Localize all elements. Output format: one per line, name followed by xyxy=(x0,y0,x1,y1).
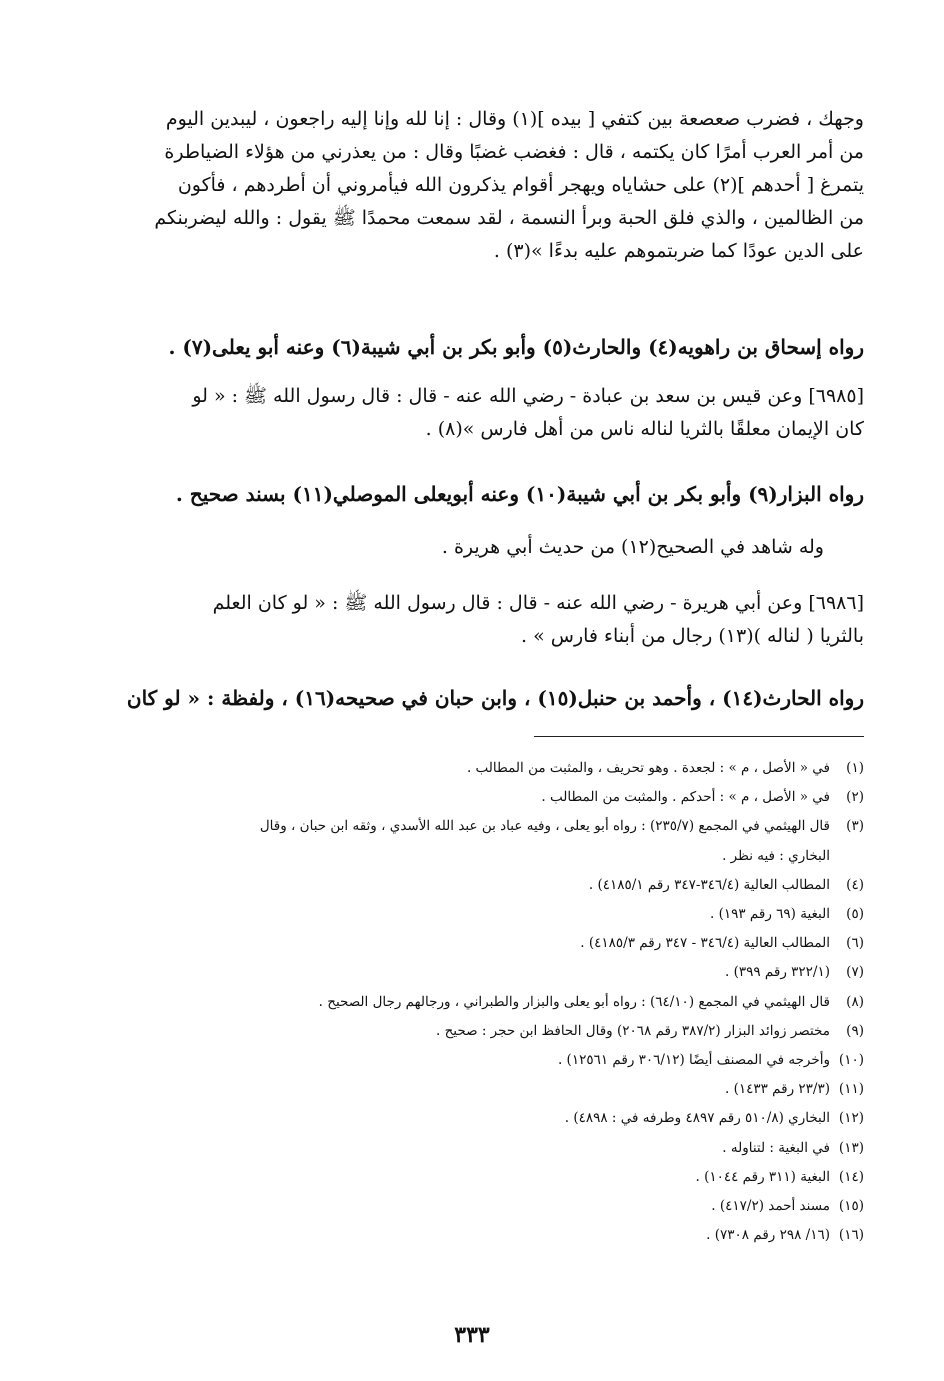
narration-source: رواه الحارث(١٤) ، وأحمد بن حنبل(١٥) ، وابن حبان في صحيحه(١٦) ، ولفظة : « لو كان xyxy=(126,686,864,710)
footnote-number: (١٥) xyxy=(838,1198,864,1215)
footnote-text: في « الأصل ، م » : لجعدة . وهو تحريف ، والمثبت من المطالب . xyxy=(466,760,830,776)
footnote-text: مسند أحمد (٤١٧/٢) . xyxy=(711,1198,830,1215)
supporting-note: وله شاهد في الصحيح(١٢) من حديث أبي هريرة . xyxy=(441,536,824,558)
footnote xyxy=(95,1134,864,1163)
footnote-text: (٢٣/٣ رقم ١٤٣٣) . xyxy=(724,1081,830,1098)
narration-source: رواه البزار(٩) وأبو بكر بن أبي شيبة(١٠) وعنه أبويعلى الموصلي(١١) بسند صحيح . xyxy=(175,482,864,506)
footnote xyxy=(95,783,864,812)
footnote-number: (١٠) xyxy=(838,1052,864,1069)
text-line: وجهك ، فضرب صعصعة بين كتفي [ بيده ](١) وقال : إنا لله وإنا إليه راجعون ، ليبدين اليوم xyxy=(165,108,864,130)
footnote xyxy=(95,1046,864,1075)
footnote-number: (١٢) xyxy=(838,1110,864,1127)
footnote-number: (١١) xyxy=(838,1081,864,1098)
text-line: على الدين عودًا كما ضربتموهم عليه بدءًا »(٣) . xyxy=(493,240,864,262)
text-line: كان الإيمان معلقًا بالثريا لناله ناس من أهل فارس »(٨) . xyxy=(425,418,864,440)
footnote-number: (١٦) xyxy=(838,1227,864,1244)
footnote xyxy=(95,929,864,958)
footnotes xyxy=(95,754,864,1250)
footnote xyxy=(95,871,864,900)
footnote-number: (٤) xyxy=(846,876,864,893)
footnote-number: (٧) xyxy=(846,964,864,981)
footnote-number: (٨) xyxy=(846,993,864,1010)
footnote-text: قال الهيثمي في المجمع (٢٣٥/٧) : رواه أبو يعلى ، وفيه عباد بن عبد الله الأسدي ، وثقه ابن حبان ، وقال xyxy=(259,818,830,835)
footnote xyxy=(95,812,864,841)
footnote-text: مختصر زوائد البزار (٣٨٧/٢ رقم ٢٠٦٨) وقال الحافظ ابن حجر : صحيح . xyxy=(436,1022,830,1039)
footnote xyxy=(95,1192,864,1221)
footnote-text: المطالب العالية (٣٤٦/٤ - ٣٤٧ رقم ٤١٨٥/٣) . xyxy=(580,935,830,952)
footnote-text: في « الأصل ، م » : أحدكم . والمثبت من المطالب . xyxy=(541,789,830,806)
footnote-number: (٥) xyxy=(846,906,864,923)
footnote xyxy=(95,1104,864,1133)
footnote-number: (٩) xyxy=(846,1022,864,1039)
footnote-text: قال الهيثمي في المجمع (٦٤/١٠) : رواه أبو يعلى والبزار والطبراني ، ورجالهم رجال الصحيح . xyxy=(318,993,830,1010)
footnote-number: (١٣) xyxy=(838,1139,864,1156)
footnote-text: (٣٢٢/١ رقم ٣٩٩) . xyxy=(724,964,830,981)
footnote-number: (١) xyxy=(846,760,864,776)
footnote-text: المطالب العالية (٣٤٦/٤-٣٤٧ رقم ٤١٨٥/١) . xyxy=(588,876,830,893)
footnote-number: (٣) xyxy=(846,818,864,835)
footnote xyxy=(95,958,864,987)
footnote-number: (٢) xyxy=(846,789,864,806)
footnote xyxy=(95,754,864,783)
hadith-6985 xyxy=(95,380,864,446)
footnote-text: في البغية : لتناوله . xyxy=(722,1139,830,1156)
text-line: يتمرغ [ أحدهم ](٢) على حشاياه ويهجر أقوام يذكرون الله فيأمروني أن أطردهم ، فأكون xyxy=(177,174,864,196)
text-line: [٦٩٨٥] وعن قيس بن سعد بن عبادة - رضي الله عنه - قال : قال رسول الله ﷺ : « لو xyxy=(192,385,864,407)
footnote-number: (١٤) xyxy=(838,1168,864,1185)
paragraph-continued xyxy=(95,103,864,268)
footnote-divider xyxy=(534,736,864,737)
hadith-6986 xyxy=(95,587,864,653)
footnote-text: (١٦/ ٢٩٨ رقم ٧٣٠٨) . xyxy=(706,1227,830,1244)
footnote-text: البخاري (٥١٠/٨ رقم ٤٨٩٧ وطرفه في : ٤٨٩٨) . xyxy=(564,1110,830,1127)
text-line: من الظالمين ، والذي فلق الحبة وبرأ النسمة ، لقد سمعت محمدًا ﷺ يقول : والله ليضربنكم xyxy=(154,207,864,229)
footnote xyxy=(95,1221,864,1250)
footnote xyxy=(95,1075,864,1104)
footnote-text-continued: البخاري : فيه نظر . xyxy=(722,847,830,864)
footnote-text: البغية (٣١١ رقم ١٠٤٤) . xyxy=(695,1168,830,1185)
footnote xyxy=(95,988,864,1017)
text-line: بالثريا ( لناله )(١٣) رجال من أبناء فارس » . xyxy=(521,625,864,647)
footnote xyxy=(95,900,864,929)
page-number: ٣٣٣ xyxy=(454,1322,490,1348)
footnote-text: وأخرجه في المصنف أيضًا (٣٠٦/١٢ رقم ١٢٥٦١) . xyxy=(557,1052,830,1069)
narration-source: رواه إسحاق بن راهويه(٤) والحارث(٥) وأبو بكر بن أبي شيبة(٦) وعنه أبو يعلى(٧) . xyxy=(168,335,864,359)
footnote-number: (٦) xyxy=(846,935,864,952)
footnote xyxy=(95,1017,864,1046)
footnote xyxy=(95,1163,864,1192)
text-line: [٦٩٨٦] وعن أبي هريرة - رضي الله عنه - قال : قال رسول الله ﷺ : « لو كان العلم xyxy=(212,592,864,614)
footnote-text: البغية (٦٩ رقم ١٩٣) . xyxy=(709,906,830,923)
text-line: من أمر العرب أمرًا كان يكتمه ، قال : فغضب غضبًا وقال : من يعذرني من هؤلاء الضياطرة xyxy=(164,141,864,163)
